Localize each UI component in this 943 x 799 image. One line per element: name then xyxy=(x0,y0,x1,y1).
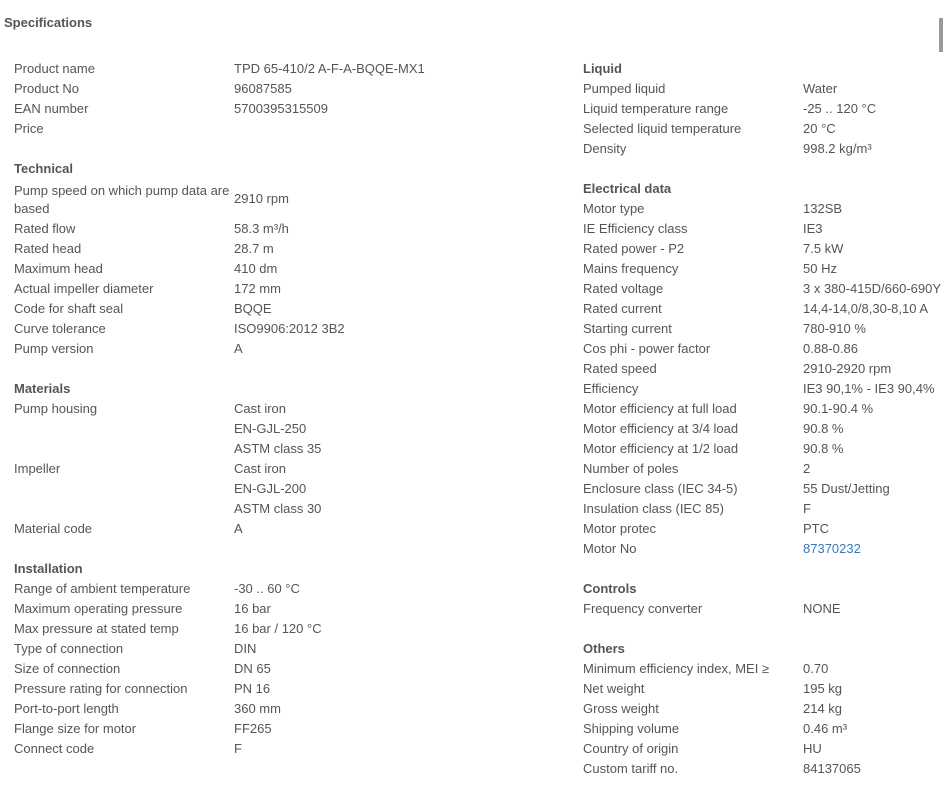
spec-value xyxy=(234,59,425,79)
spec-value-text: 16 bar xyxy=(234,601,271,616)
spec-row-motor-efficiency-at-1-2-load xyxy=(583,439,943,459)
spec-value-text: 3 x 380-415D/660-690Y xyxy=(803,281,942,296)
spec-row-material-code xyxy=(14,519,534,539)
spec-value xyxy=(803,679,842,699)
spec-row-efficiency xyxy=(583,379,943,399)
spec-row-ean-number xyxy=(14,99,534,119)
spec-row-number-of-poles xyxy=(583,459,943,479)
section-title: Technical xyxy=(14,161,74,176)
spec-value-text: ASTM class 35 xyxy=(234,441,322,456)
spec-row-insulation-class-iec-85 xyxy=(583,499,943,519)
spec-label: Pumped liquid xyxy=(583,81,666,96)
spec-label: Rated power - P2 xyxy=(583,241,685,256)
spec-value xyxy=(234,659,271,679)
spec-value xyxy=(234,99,328,119)
spec-value-text: PTC xyxy=(803,521,829,536)
spec-row-motor-type xyxy=(583,199,943,219)
spec-row-motor-efficiency-at-full-load xyxy=(583,399,943,419)
spec-value-text: 50 Hz xyxy=(803,261,837,276)
spec-value-text: 28.7 m xyxy=(234,241,274,256)
spec-value xyxy=(803,739,822,759)
spec-row-maximum-head xyxy=(14,259,534,279)
spec-label: Net weight xyxy=(583,681,645,696)
spec-value xyxy=(234,739,242,759)
spec-value xyxy=(234,679,270,699)
spec-row-pump-speed-on-which-pump-data-are-based xyxy=(14,179,534,219)
spec-value xyxy=(803,359,891,379)
spec-value-text: Cast iron xyxy=(234,461,287,476)
spec-value xyxy=(803,79,837,99)
spec-value-text: IE3 xyxy=(803,221,823,236)
spec-label: Cos phi - power factor xyxy=(583,341,711,356)
spec-value-text: DN 65 xyxy=(234,661,271,676)
section-liquid xyxy=(583,59,943,159)
spec-value xyxy=(803,599,841,619)
spec-label: Rated speed xyxy=(583,361,657,376)
spec-value-text: 2910-2920 rpm xyxy=(803,361,892,376)
spec-value xyxy=(234,239,274,259)
spec-row-mains-frequency xyxy=(583,259,943,279)
section-general xyxy=(14,59,534,139)
spec-value xyxy=(803,459,810,479)
spec-value xyxy=(803,379,935,399)
spec-label: Enclosure class (IEC 34-5) xyxy=(583,481,738,496)
spec-label: Product name xyxy=(14,61,95,76)
spec-value xyxy=(803,479,890,499)
spec-row-shipping-volume xyxy=(583,719,943,739)
spec-value-text: 7.5 kW xyxy=(803,241,844,256)
spec-label: Impeller xyxy=(14,461,61,476)
spec-label: Pressure rating for connection xyxy=(14,681,188,696)
spec-value xyxy=(234,79,292,99)
spec-row-selected-liquid-temperature xyxy=(583,119,943,139)
spec-value-text: 172 mm xyxy=(234,281,281,296)
spec-label: Pump speed on which pump data are based xyxy=(14,182,230,216)
spec-label: Liquid temperature range xyxy=(583,101,729,116)
spec-value xyxy=(803,279,941,299)
section-materials xyxy=(14,379,534,539)
spec-row-actual-impeller-diameter xyxy=(14,279,534,299)
spec-label: Gross weight xyxy=(583,701,659,716)
section-title: Materials xyxy=(14,381,71,396)
spec-row-minimum-efficiency-index-mei xyxy=(583,659,943,679)
spec-row-enclosure-class-iec-34-5 xyxy=(583,479,943,499)
spec-value xyxy=(234,639,256,659)
spec-value-text: PN 16 xyxy=(234,681,271,696)
spec-value xyxy=(234,399,321,459)
spec-value-text: NONE xyxy=(803,601,841,616)
spec-row-range-of-ambient-temperature xyxy=(14,579,534,599)
spec-value-text: 0.70 xyxy=(803,661,829,676)
spec-row-pressure-rating-for-connection xyxy=(14,679,534,699)
spec-value xyxy=(803,659,828,679)
spec-value xyxy=(234,339,243,359)
spec-label: Motor No xyxy=(583,541,637,556)
spec-value-text: -25 .. 120 °C xyxy=(803,101,877,116)
section-installation xyxy=(14,559,534,759)
spec-label: Motor efficiency at full load xyxy=(583,401,737,416)
spec-label: Custom tariff no. xyxy=(583,761,679,776)
spec-label: Selected liquid temperature xyxy=(583,121,742,136)
spec-row-size-of-connection xyxy=(14,659,534,679)
spec-value-text: F xyxy=(803,501,811,516)
section-title: Electrical data xyxy=(583,181,672,196)
spec-label: Rated flow xyxy=(14,221,76,236)
spec-value-text: HU xyxy=(803,741,822,756)
spec-value-text: EN-GJL-250 xyxy=(234,421,307,436)
spec-label: Minimum efficiency index, MEI ≥ xyxy=(583,661,770,676)
spec-value xyxy=(234,459,321,519)
spec-label: Pump housing xyxy=(14,401,98,416)
spec-value xyxy=(803,519,829,539)
spec-row-motor-no xyxy=(583,539,943,559)
spec-value-text: 90.8 % xyxy=(803,441,844,456)
spec-label: Maximum head xyxy=(14,261,103,276)
spec-value xyxy=(234,579,300,599)
spec-value-text: IE3 90,1% - IE3 90,4% xyxy=(803,381,935,396)
spec-row-starting-current xyxy=(583,319,943,339)
spec-row-liquid-temperature-range xyxy=(583,99,943,119)
spec-value-text: 998.2 kg/m³ xyxy=(803,141,872,156)
spec-value-text: FF265 xyxy=(234,721,272,736)
spec-label: Pump version xyxy=(14,341,94,356)
spec-value-text: 14,4-14,0/8,30-8,10 A xyxy=(803,301,929,316)
spec-value xyxy=(803,199,842,219)
section-technical xyxy=(14,159,534,359)
spec-label: Connect code xyxy=(14,741,95,756)
spec-row-maximum-operating-pressure xyxy=(14,599,534,619)
spec-label: Motor efficiency at 3/4 load xyxy=(583,421,739,436)
spec-value-text: A xyxy=(234,341,243,356)
spec-value xyxy=(234,299,272,319)
right-spec-column xyxy=(583,59,943,799)
spec-value-text: 90.1-90.4 % xyxy=(803,401,874,416)
spec-row-port-to-port-length xyxy=(14,699,534,719)
spec-label: Range of ambient temperature xyxy=(14,581,191,596)
spec-row-ie-efficiency-class xyxy=(583,219,943,239)
spec-value xyxy=(234,619,322,639)
spec-row-impeller xyxy=(14,459,534,519)
spec-value xyxy=(803,319,866,339)
spec-label: Number of poles xyxy=(583,461,679,476)
spec-label: Size of connection xyxy=(14,661,121,676)
spec-value xyxy=(803,99,876,119)
spec-value xyxy=(803,539,861,559)
spec-value-text: BQQE xyxy=(234,301,272,316)
spec-value xyxy=(803,499,811,519)
spec-value-text: 55 Dust/Jetting xyxy=(803,481,890,496)
spec-value xyxy=(803,139,872,159)
spec-row-pumped-liquid xyxy=(583,79,943,99)
spec-row-motor-efficiency-at-3-4-load xyxy=(583,419,943,439)
spec-value-text: 132SB xyxy=(803,201,843,216)
spec-value-text: 16 bar / 120 °C xyxy=(234,621,322,636)
motor-number-link[interactable]: 87370232 xyxy=(803,541,861,556)
spec-label: Rated voltage xyxy=(583,281,664,296)
spec-value xyxy=(234,719,272,739)
spec-row-frequency-converter xyxy=(583,599,943,619)
spec-value-text: Cast iron xyxy=(234,401,287,416)
scrollbar-thumb[interactable] xyxy=(939,18,943,52)
spec-row-density xyxy=(583,139,943,159)
spec-value-text: 195 kg xyxy=(803,681,843,696)
spec-row-rated-current xyxy=(583,299,943,319)
spec-label: Curve tolerance xyxy=(14,321,106,336)
spec-value xyxy=(803,399,873,419)
spec-value xyxy=(803,239,843,259)
spec-value-text: 0.46 m³ xyxy=(803,721,848,736)
spec-label: Actual impeller diameter xyxy=(14,281,154,296)
spec-row-product-no xyxy=(14,79,534,99)
spec-row-curve-tolerance xyxy=(14,319,534,339)
section-electrical-data xyxy=(583,179,943,559)
spec-value xyxy=(803,219,823,239)
spec-row-motor-protec xyxy=(583,519,943,539)
spec-value-text: TPD 65-410/2 A-F-A-BQQE-MX1 xyxy=(234,61,425,76)
spec-value-text: 0.88-0.86 xyxy=(803,341,858,356)
spec-label: Rated head xyxy=(14,241,82,256)
spec-value-text: 5700395315509 xyxy=(234,101,328,116)
spec-row-rated-power-p2 xyxy=(583,239,943,259)
spec-label: Density xyxy=(583,141,627,156)
section-title: Liquid xyxy=(583,61,622,76)
spec-value xyxy=(234,219,289,239)
spec-label: Insulation class (IEC 85) xyxy=(583,501,724,516)
spec-value xyxy=(803,299,928,319)
spec-label: Motor efficiency at 1/2 load xyxy=(583,441,739,456)
spec-label: IE Efficiency class xyxy=(583,221,688,236)
spec-value xyxy=(234,599,271,619)
spec-value-text: F xyxy=(234,741,242,756)
spec-row-pump-version xyxy=(14,339,534,359)
spec-value-text: 214 kg xyxy=(803,701,843,716)
spec-value-text: -30 .. 60 °C xyxy=(234,581,300,596)
spec-value-text: 20 °C xyxy=(803,121,836,136)
spec-row-cos-phi-power-factor xyxy=(583,339,943,359)
spec-value xyxy=(803,419,843,439)
spec-value xyxy=(803,259,837,279)
spec-row-type-of-connection xyxy=(14,639,534,659)
page-title: Specifications xyxy=(4,15,93,30)
spec-value-text: ASTM class 30 xyxy=(234,501,322,516)
spec-row-gross-weight xyxy=(583,699,943,719)
spec-row-rated-head xyxy=(14,239,534,259)
section-others xyxy=(583,639,943,779)
spec-row-connect-code xyxy=(14,739,534,759)
spec-label: EAN number xyxy=(14,101,89,116)
spec-row-product-name xyxy=(14,59,534,79)
left-spec-column xyxy=(14,59,534,779)
spec-label: Product No xyxy=(14,81,80,96)
spec-label: Starting current xyxy=(583,321,672,336)
spec-value-text: 84137065 xyxy=(803,761,861,776)
section-title: Others xyxy=(583,641,625,656)
spec-value-text: Water xyxy=(803,81,838,96)
spec-label: Frequency converter xyxy=(583,601,703,616)
spec-row-net-weight xyxy=(583,679,943,699)
spec-label: Shipping volume xyxy=(583,721,680,736)
spec-row-pump-housing xyxy=(14,399,534,459)
spec-value-text: 58.3 m³/h xyxy=(234,221,289,236)
spec-value-text: DIN xyxy=(234,641,257,656)
spec-label: Motor protec xyxy=(583,521,656,536)
spec-label: Mains frequency xyxy=(583,261,679,276)
spec-value xyxy=(234,279,281,299)
spec-value xyxy=(803,439,843,459)
spec-row-country-of-origin xyxy=(583,739,943,759)
spec-value-text: 2910 rpm xyxy=(234,191,289,206)
spec-label: Country of origin xyxy=(583,741,679,756)
spec-value xyxy=(234,190,289,208)
spec-row-rated-flow xyxy=(14,219,534,239)
spec-value xyxy=(803,719,847,739)
spec-label: Price xyxy=(14,121,44,136)
spec-value-text: 2 xyxy=(803,461,811,476)
section-controls xyxy=(583,579,943,619)
spec-label: Rated current xyxy=(583,301,662,316)
spec-value-text: A xyxy=(234,521,243,536)
spec-value xyxy=(803,699,842,719)
spec-label: Flange size for motor xyxy=(14,721,137,736)
spec-label: Motor type xyxy=(583,201,645,216)
spec-value-text: 90.8 % xyxy=(803,421,844,436)
spec-value xyxy=(234,259,277,279)
spec-label: Max pressure at stated temp xyxy=(14,621,179,636)
spec-row-flange-size-for-motor xyxy=(14,719,534,739)
spec-row-custom-tariff-no xyxy=(583,759,943,779)
spec-row-max-pressure-at-stated-temp xyxy=(14,619,534,639)
spec-value xyxy=(803,119,836,139)
spec-row-code-for-shaft-seal xyxy=(14,299,534,319)
spec-label: Maximum operating pressure xyxy=(14,601,183,616)
spec-row-rated-speed xyxy=(583,359,943,379)
spec-value xyxy=(803,759,861,779)
section-title: Controls xyxy=(583,581,637,596)
spec-value-text: 410 dm xyxy=(234,261,278,276)
spec-label: Efficiency xyxy=(583,381,639,396)
spec-row-price xyxy=(14,119,534,139)
spec-value xyxy=(803,339,858,359)
spec-label: Type of connection xyxy=(14,641,124,656)
spec-value-text: 360 mm xyxy=(234,701,281,716)
spec-value xyxy=(234,699,281,719)
spec-value-text: 780-910 % xyxy=(803,321,866,336)
spec-value-text: ISO9906:2012 3B2 xyxy=(234,321,345,336)
spec-label: Code for shaft seal xyxy=(14,301,124,316)
spec-value-text: EN-GJL-200 xyxy=(234,481,307,496)
spec-label: Material code xyxy=(14,521,93,536)
spec-label: Port-to-port length xyxy=(14,701,119,716)
spec-value-text: 96087585 xyxy=(234,81,292,96)
section-title: Installation xyxy=(14,561,83,576)
spec-row-rated-voltage xyxy=(583,279,943,299)
spec-value xyxy=(234,319,345,339)
spec-value xyxy=(234,519,243,539)
